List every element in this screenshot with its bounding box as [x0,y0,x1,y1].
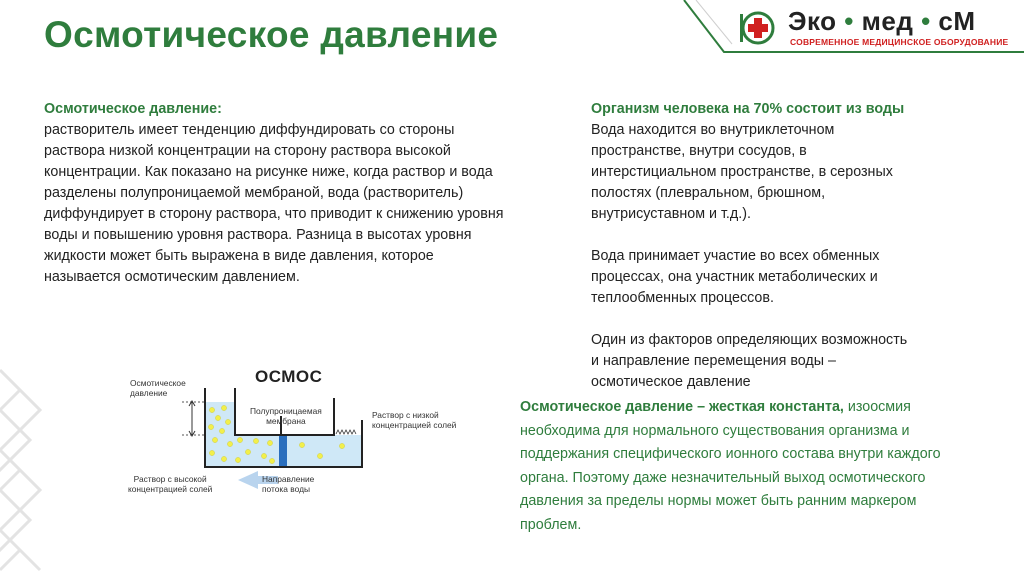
label-line: концентрацией солей [372,420,457,430]
logo-dot-2: • [921,6,931,36]
label-line: Направление [262,474,315,484]
body-water-heading: Организм человека на 70% состоит из воды [591,101,905,117]
medical-cross-logo-icon [738,8,778,48]
low-concentration-solution [286,435,362,467]
body-water-line: полостях (плевральном, брюшном, [591,185,826,201]
surface-ripple [336,430,356,434]
body-water-line: пространстве, внутри сосудов, в [591,143,807,159]
label-line: Раствор с высокой [133,474,207,484]
osmotic-definition-heading: Осмотическое давление: [44,101,222,117]
osmosis-diagram-title: ОСМОС [255,367,323,386]
osmotic-definition-line: концентрации. Как показано на рисунке ниже, когда раствор и вода [44,164,493,180]
factor-line: Один из факторов определяющих возможность [591,332,908,348]
factor-line: и направление перемещения воды – [591,353,836,369]
logo-subtitle: СОВРЕМЕННОЕ МЕДИЦИНСКОЕ ОБОРУДОВАНИЕ [790,37,1009,47]
logo-word-1: Эко [788,6,837,36]
logo-wordmark [788,6,976,37]
factor-line: осмотическое давление [591,374,751,390]
label-line: Раствор с низкой [372,410,439,420]
label-membrane [250,406,322,426]
constant-note-line: давления за пределы нормы может быть ранним маркером [520,493,917,509]
label-line: потока воды [262,484,310,494]
label-water-flow [262,474,314,494]
constant-note-line: поддержания специфического ионного состава внутри каждого [520,446,941,462]
osmotic-definition-line: называется осмотическим давлением. [44,269,300,285]
label-high-concentration [128,474,212,494]
metabolism-line: Вода принимает участие во всех обменных [591,248,880,264]
constant-note-strong: Осмотическое давление – жесткая константа, [520,399,844,415]
semipermeable-membrane [279,435,287,467]
body-water-block [591,99,991,393]
label-low-concentration [372,410,456,430]
osmotic-definition-line: диффундирует в сторону раствора, что приводит к снижению уровня [44,206,504,222]
body-water-line: Вода находится во внутриклеточном [591,122,835,138]
label-osmotic-pressure [130,378,186,398]
osmotic-definition-line: жидкости может быть выражена в виде давления, которое [44,248,434,264]
metabolism-line: теплообменных процессов. [591,290,774,306]
osmotic-definition-line: растворитель имеет тенденцию диффундировать со стороны [44,122,455,138]
osmotic-definition-line: воды и повышению уровня раствора. Разница в высотах уровня [44,227,472,243]
label-line: мембрана [266,416,306,426]
constant-note-line: необходима для нормального существования организма и [520,422,910,439]
logo-dot-1: • [844,6,854,36]
page-title: Осмотическое давление [44,14,499,55]
body-water-line: интерстициальном пространстве, в серозных [591,164,893,180]
decorative-lattice [0,360,60,574]
constant-note-block [520,396,990,537]
label-line: концентрацией солей [128,484,213,494]
logo-word-3: сМ [938,6,976,36]
constant-note-line: органа. Поэтому даже незначительный выход осмотического [520,469,926,486]
label-line: Полупроницаемая [250,406,322,416]
logo-word-2: мед [861,6,914,36]
body-water-line: внутрисуставном и т.д.). [591,206,751,222]
constant-note-line: изоосмия [843,399,911,415]
osmotic-definition-line: раствора низкой концентрации на сторону раствора высокой [44,143,451,159]
label-line: Осмотическое [130,378,186,388]
osmotic-definition-block [44,99,554,288]
metabolism-line: процессах, она участник метаболических и [591,269,878,285]
constant-note-line: проблем. [520,516,582,533]
osmotic-definition-line: разделены полупроницаемой мембраной, вода (растворитель) [44,185,464,201]
label-line: давление [130,388,168,398]
